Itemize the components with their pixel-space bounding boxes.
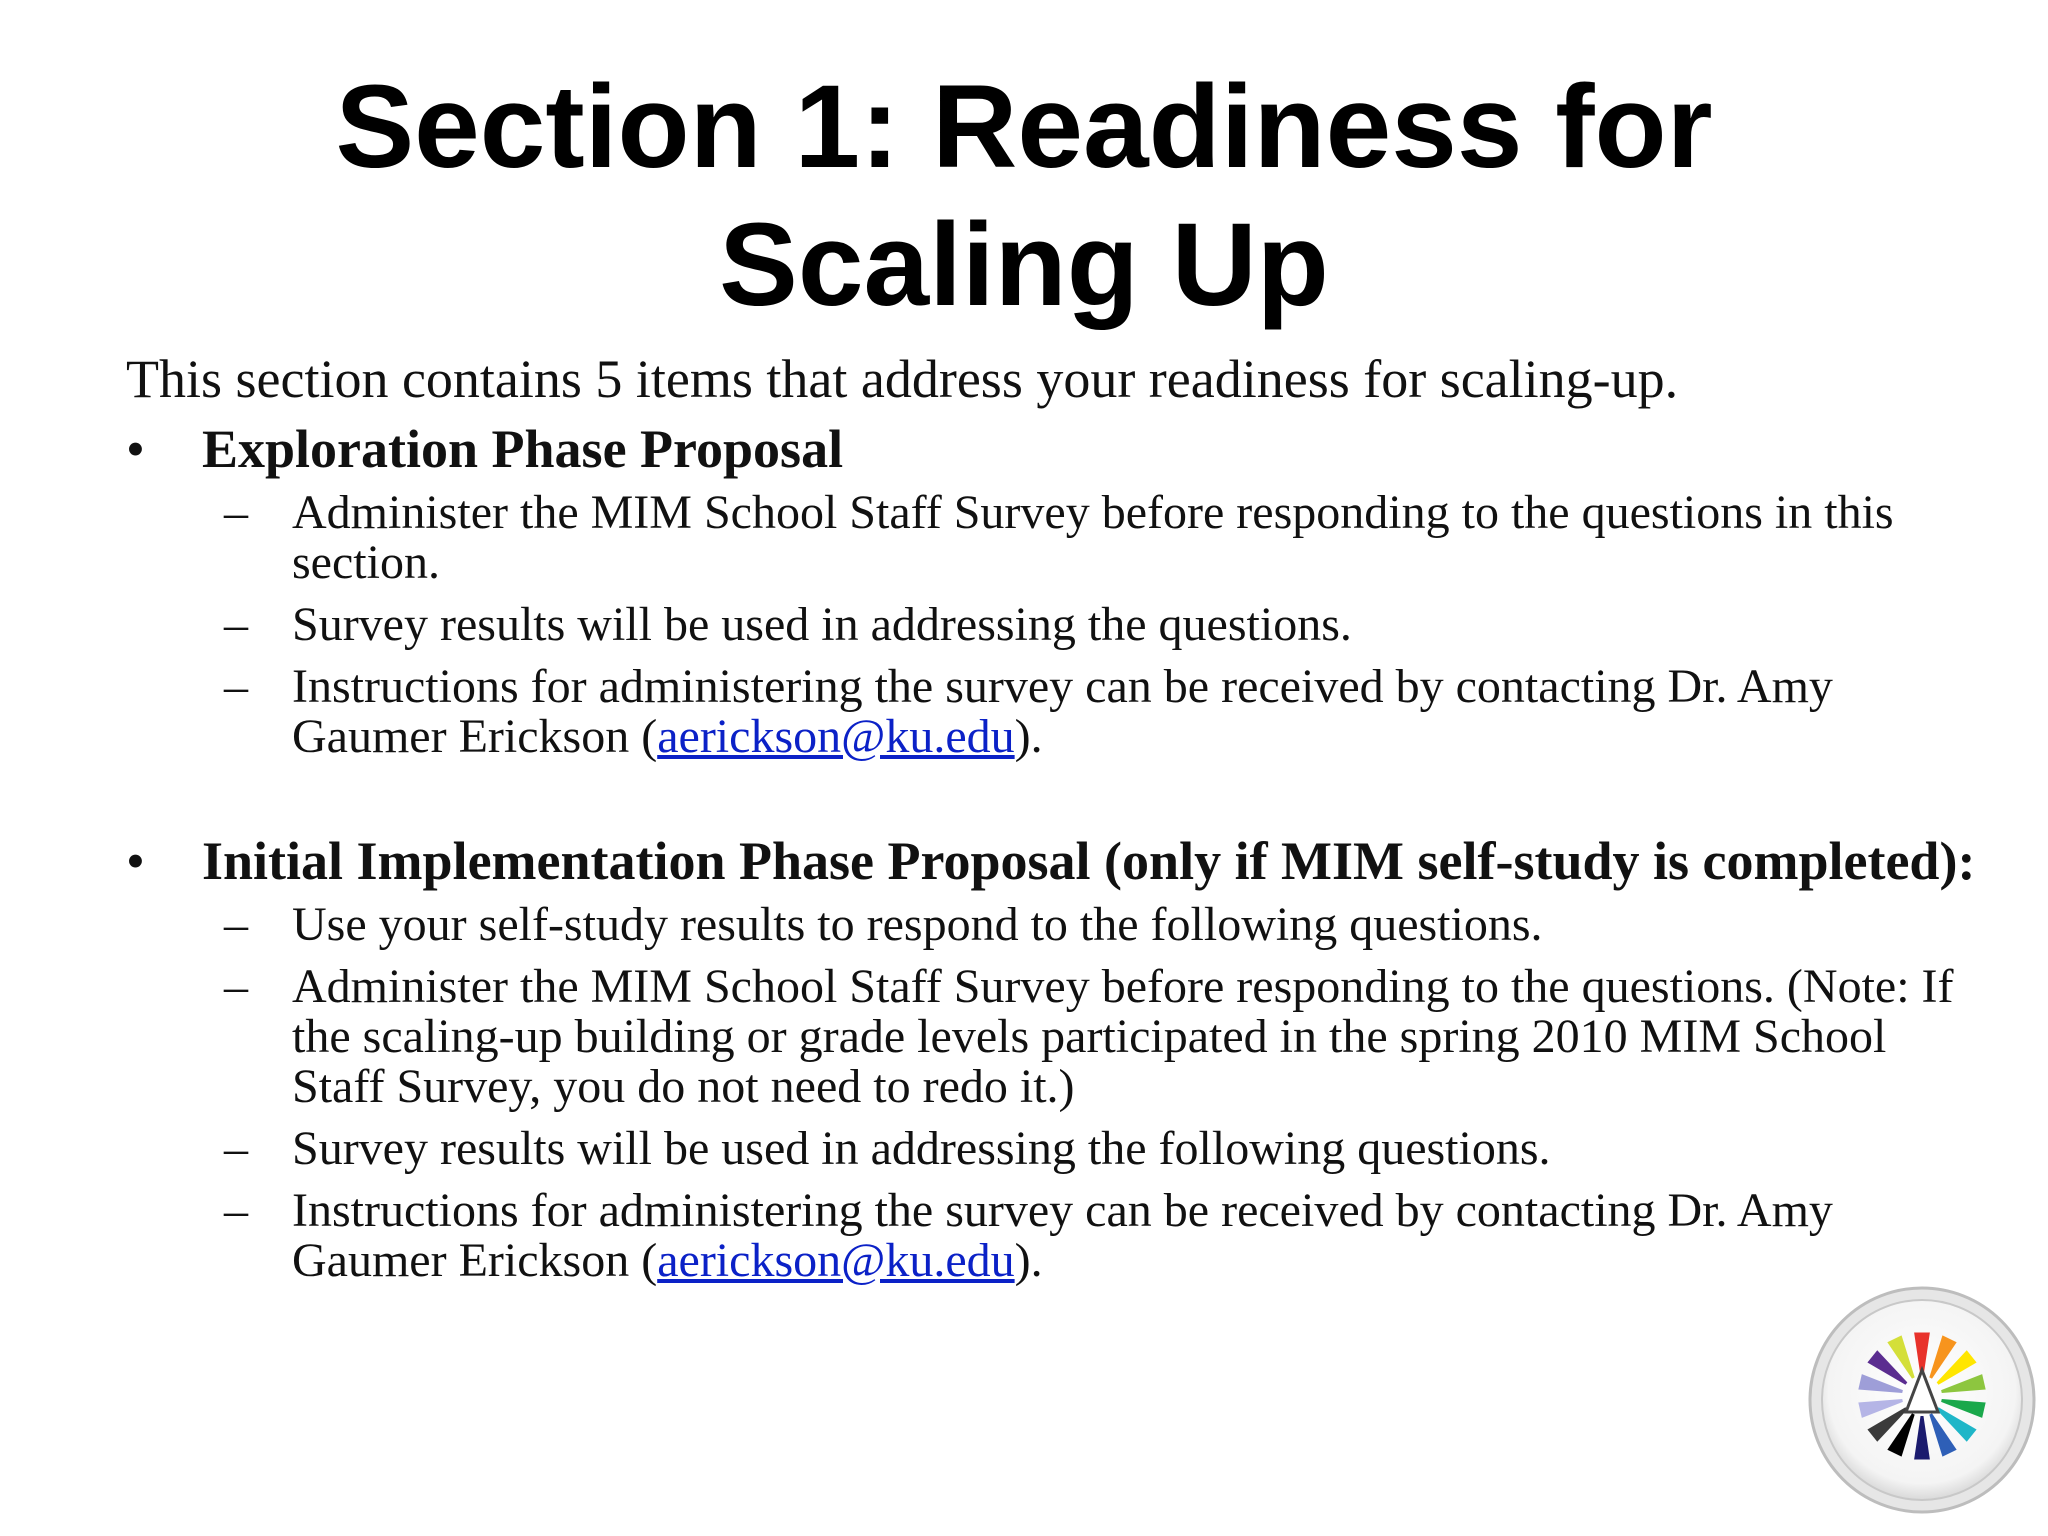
initial-implementation-list [126, 900, 1986, 1286]
list-item [126, 962, 1986, 1112]
list-item [126, 662, 1986, 762]
dash-icon: – [224, 598, 248, 651]
slide-title-line-1: Section 1: Readiness for [335, 61, 1713, 193]
list-item [126, 1186, 1986, 1286]
slide-title [0, 58, 2048, 334]
list-item-text: Survey results will be used in addressing the following questions. [292, 1122, 1551, 1175]
exploration-list [126, 488, 1986, 762]
exploration-section [126, 419, 1986, 763]
email-link[interactable]: aerickson@ku.edu [657, 710, 1015, 763]
bullet-heading-text: Initial Implementation Phase Proposal (only if MIM self-study is completed): [202, 831, 1976, 891]
intro-text: This section contains 5 items that address your readiness for scaling-up. [126, 349, 1679, 409]
initial-implementation-section [126, 831, 1986, 1287]
email-link[interactable]: aerickson@ku.edu [657, 1234, 1015, 1287]
bullet-heading-text: Exploration Phase Proposal [202, 419, 844, 479]
list-item [126, 900, 1986, 950]
dash-icon: – [224, 898, 248, 951]
list-item-text: Administer the MIM School Staff Survey before responding to the questions in this section. [292, 486, 1894, 589]
bullet-heading-initial-implementation [126, 831, 1986, 891]
bullet-icon: • [126, 831, 145, 891]
list-item [126, 600, 1986, 650]
list-item-text-after: ). [1014, 710, 1043, 763]
bullet-icon: • [126, 419, 145, 479]
color-wheel-logo-icon [1806, 1284, 2038, 1516]
slide-title-line-2: Scaling Up [719, 199, 1329, 331]
dash-icon: – [224, 660, 248, 713]
slide-body [126, 344, 1986, 1298]
dash-icon: – [224, 1184, 248, 1237]
dash-icon: – [224, 960, 248, 1013]
list-item-text-after: ). [1014, 1234, 1043, 1287]
list-item-text: Administer the MIM School Staff Survey before responding to the questions. (Note: If the scaling-up building or grade levels participated in the spring 2010 MIM School Staff Survey, you do not need to redo it.) [292, 960, 1954, 1113]
list-item-text: Use your self-study results to respond to the following questions. [292, 898, 1543, 951]
dash-icon: – [224, 486, 248, 539]
list-item [126, 1124, 1986, 1174]
bullet-heading-exploration [126, 419, 1986, 479]
list-item-text: Survey results will be used in addressing the questions. [292, 598, 1352, 651]
list-item [126, 488, 1986, 588]
list-item-text-before: Instructions for administering the survey can be received by contacting Dr. Amy Gaumer Erickson ( [292, 660, 1833, 763]
dash-icon: – [224, 1122, 248, 1175]
list-item-text-before: Instructions for administering the survey can be received by contacting Dr. Amy Gaumer Erickson ( [292, 1184, 1833, 1287]
